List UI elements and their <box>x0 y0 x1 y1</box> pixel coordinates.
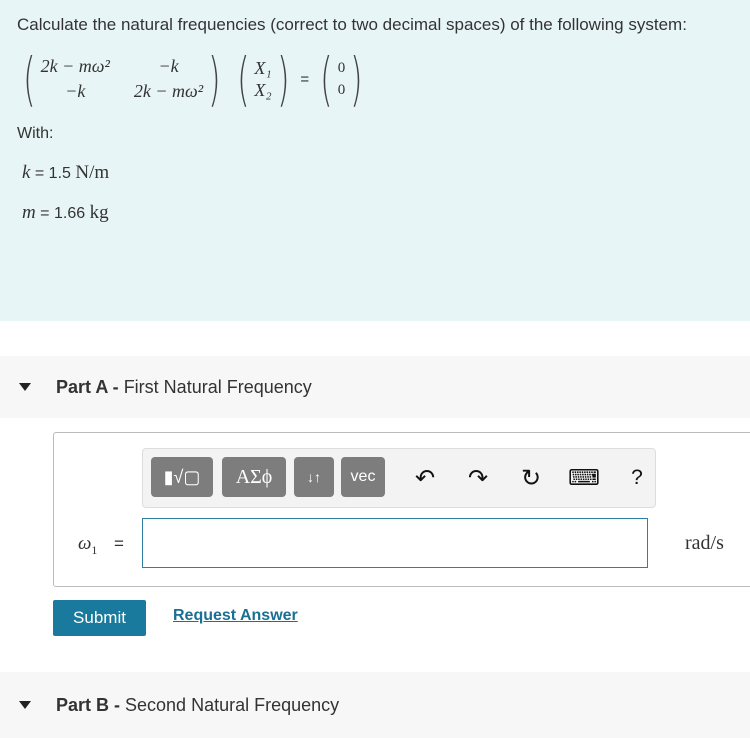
unit-label: rad/s <box>685 532 724 554</box>
matrix-a12: −k <box>158 56 179 76</box>
greek-symbols-button[interactable]: ΑΣϕ <box>222 457 286 497</box>
param-k: k = 1.5 N/m <box>22 162 110 183</box>
zero-1: 0 <box>337 60 346 76</box>
answer-input[interactable] <box>142 518 648 568</box>
part-a-header[interactable] <box>0 356 750 418</box>
problem-statement <box>0 0 750 321</box>
left-paren: ( <box>23 45 36 113</box>
redo-icon[interactable]: ↷ <box>467 464 489 492</box>
reset-icon[interactable]: ↻ <box>520 464 542 492</box>
templates-button[interactable]: ▮√▢ <box>151 457 213 497</box>
omega-1-label: $\omega_1$ <box>78 533 98 557</box>
help-icon[interactable]: ? <box>631 466 643 489</box>
right-paren: ) <box>350 45 363 113</box>
submit-button[interactable]: Submit <box>53 600 146 636</box>
problem-intro: Calculate the natural frequencies (correct to two decimal spaces) of the following system: <box>17 15 687 34</box>
zero-vector <box>338 57 346 101</box>
right-paren: ) <box>276 45 290 113</box>
request-answer-link[interactable]: Request Answer <box>173 607 298 624</box>
collapse-triangle-icon[interactable] <box>19 383 31 391</box>
keyboard-icon[interactable]: ⌨ <box>568 465 600 490</box>
subscript-superscript-button[interactable]: ↓↑ <box>294 457 334 497</box>
vector-button[interactable]: vec <box>341 457 385 497</box>
part-b-title: Part B - Second Natural Frequency <box>56 694 340 715</box>
right-paren: ) <box>208 45 221 113</box>
param-m: m = 1.66 kg <box>22 202 109 223</box>
matrix-a11: 2k − mω² <box>40 56 110 76</box>
matrix-equation <box>18 45 368 113</box>
undo-icon[interactable]: ↶ <box>414 464 436 492</box>
vector-x2: X₂ <box>254 80 272 100</box>
vector-x1: X₁ <box>254 58 272 78</box>
left-paren: ( <box>236 45 250 113</box>
with-label: With: <box>17 125 54 142</box>
part-b-header[interactable] <box>0 672 750 738</box>
math-toolbar <box>142 448 656 508</box>
left-paren: ( <box>320 45 333 113</box>
part-a-title: Part A - First Natural Frequency <box>56 376 312 397</box>
matrix-a22: 2k − mω² <box>133 81 204 101</box>
coefficient-matrix <box>41 56 204 102</box>
equals-sign: = <box>300 70 310 88</box>
equals-label: = <box>114 534 124 553</box>
matrix-a21: −k <box>65 81 86 101</box>
displacement-vector <box>254 57 271 101</box>
zero-2: 0 <box>337 82 346 98</box>
collapse-triangle-icon[interactable] <box>19 701 31 709</box>
